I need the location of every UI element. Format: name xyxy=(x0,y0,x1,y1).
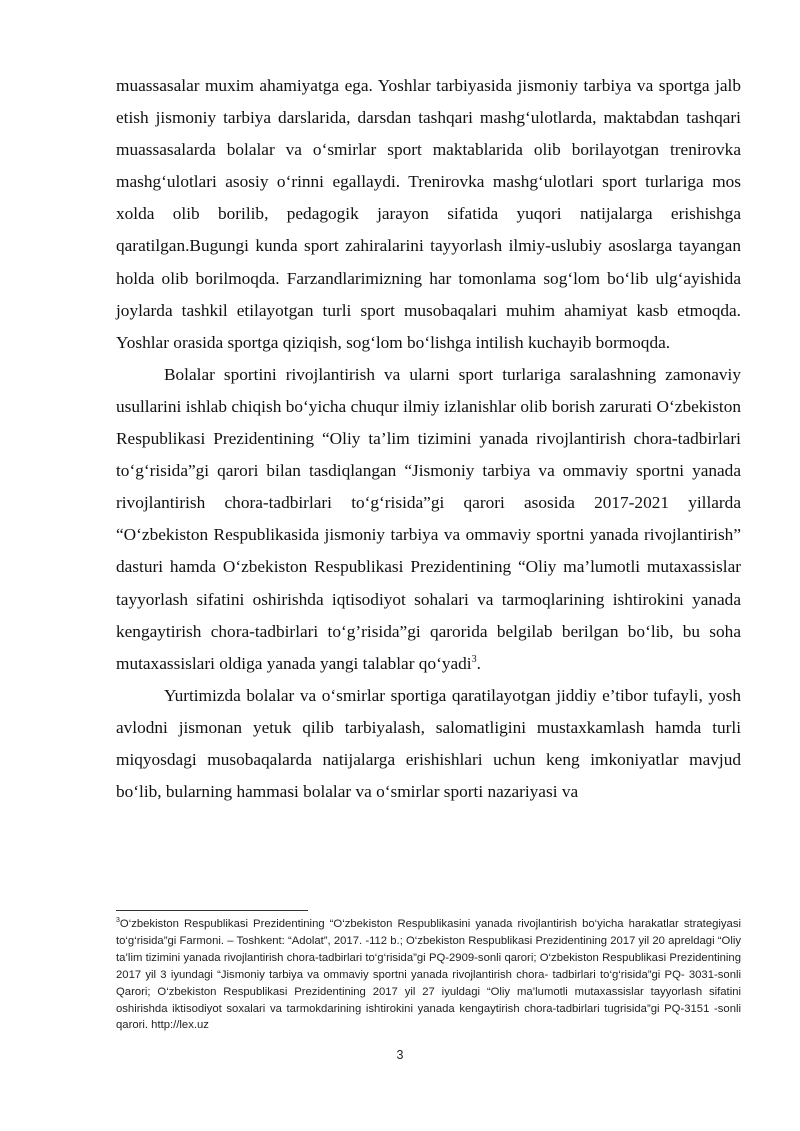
paragraph-continuation xyxy=(116,70,741,359)
footnote-separator xyxy=(116,910,308,911)
footnote-marker: 3 xyxy=(116,917,120,925)
footnote xyxy=(116,916,741,1034)
paragraph-text: Yurtimizda bolalar va o‘smirlar sportiga qaratilayotgan jiddiy e’tibor tufayli, yosh avlodni jismonan yetuk qilib tarbiyalash, salomatligini mustaxkamlash hamda turli miqyosdagi musobaqalarda natijalarga erishishlari uchun keng imkoniyatlar mavjud bo‘lib, bularning hammasi bolalar va o‘smirlar sporti nazariyasi va xyxy=(116,685,741,802)
footnote-text: O‘zbekiston Respublikasi Prezidentining “O‘zbekiston Respublikasini yanada rivojlantirish bo‘yicha harakatlar strategiyasi to‘g‘risida”gi Farmoni. – Toshkent: “Adolat”, 2017. -112 b.; O‘zbekiston Respublikasi Prezidentining 2017 yil 20 apreldagi “Oliy ta’lim tizimini yanada rivojlantirish chora-tadbirlari to‘g‘risida”gi PQ-2909-sonli qarori; O‘zbekiston Respublikasi Prezidentining 2017 yil 3 iyundagi “Jismoniy tarbiya va ommaviy sportni yanada rivojlantirish chora- tadbirlari to‘g‘risida”gi PQ- 3031-sonli Qarori; O‘zbekiston Respublikasi Prezidentining 2017 yil 27 iyuldagi “Oliy ma’lumotli mutaxassislar tayyorlash sifatini oshirishda iktisodiyot soxalari va tarmokdarining ishtirokini yanada kengaytirish chora-tadbirlari tugrisida”gi PQ-3151 -sonli qarori. http://lex.uz xyxy=(116,918,741,1032)
paragraph-youth-sport xyxy=(116,680,741,808)
body-text xyxy=(116,70,741,808)
paragraph-text: muassasalar muxim ahamiyatga ega. Yoshlar tarbiyasida jismoniy tarbiya va sportga jalb etish jismoniy tarbiya darslarida, darsdan tashqari mashg‘ulotlarda, maktabdan tashqari muassasalarda bolalar va o‘smirlar sport maktablarida olib borilayotgan trenirovka mashg‘ulotlari asosiy o‘rinni egallaydi. Trenirovka mashg‘ulotlari sport turlariga mos xolda olib borilib, pedagogik jarayon sifatida yuqori natijalarga erishishga qaratilgan.Bugungi kunda sport zahiralarini tayyorlash ilmiy-uslubiy asoslarga tayangan holda olib borilmoqda. Farzandlarimizning har tomonlama sog‘lom bo‘lib ulg‘ayishida joylarda tashkil etilayotgan turli sport musobaqalari muhim ahamiyat kasb etmoqda. Yoshlar orasida sportga qiziqish, sog‘lom bo‘lishga intilish kuchayib bormoqda. xyxy=(116,76,741,352)
footnote-reference[interactable]: 3 xyxy=(471,653,477,665)
paragraph-sport-development xyxy=(116,359,741,680)
paragraph-end: . xyxy=(476,653,481,673)
paragraph-text: Bolalar sportini rivojlantirish va ularni sport turlariga saralashning zamonaviy usullarini ishlab chiqish bo‘yicha chuqur ilmiy izlanishlar olib borish zarurati O‘zbekiston Respublikasi Prezidentining “Oliy ta’lim tizimini yanada rivojlantirish chora-tadbirlari to‘g‘risida”gi qarori bilan tasdiqlangan “Jismoniy tarbiya va ommaviy sportni yanada rivojlantirish chora-tadbirlari to‘g‘risida”gi qarori asosida 2017-2021 yillarda “O‘zbekiston Respublikasida jismoniy tarbiya va ommaviy sportni yanada rivojlantirish” dasturi hamda O‘zbekiston Respublikasi Prezidentining “Oliy ma’lumotli mutaxassislar tayyorlash sifatini oshirishda iqtisodiyot sohalari va tarmoqlarining ishtirokini yanada kengaytirish chora-tadbirlari to‘g’risida”gi qarorida belgilab berilgan bo‘lib, bu soha mutaxassislari oldiga yanada yangi talablar qo‘yadi xyxy=(116,364,741,673)
page-number: 3 xyxy=(396,1048,404,1062)
